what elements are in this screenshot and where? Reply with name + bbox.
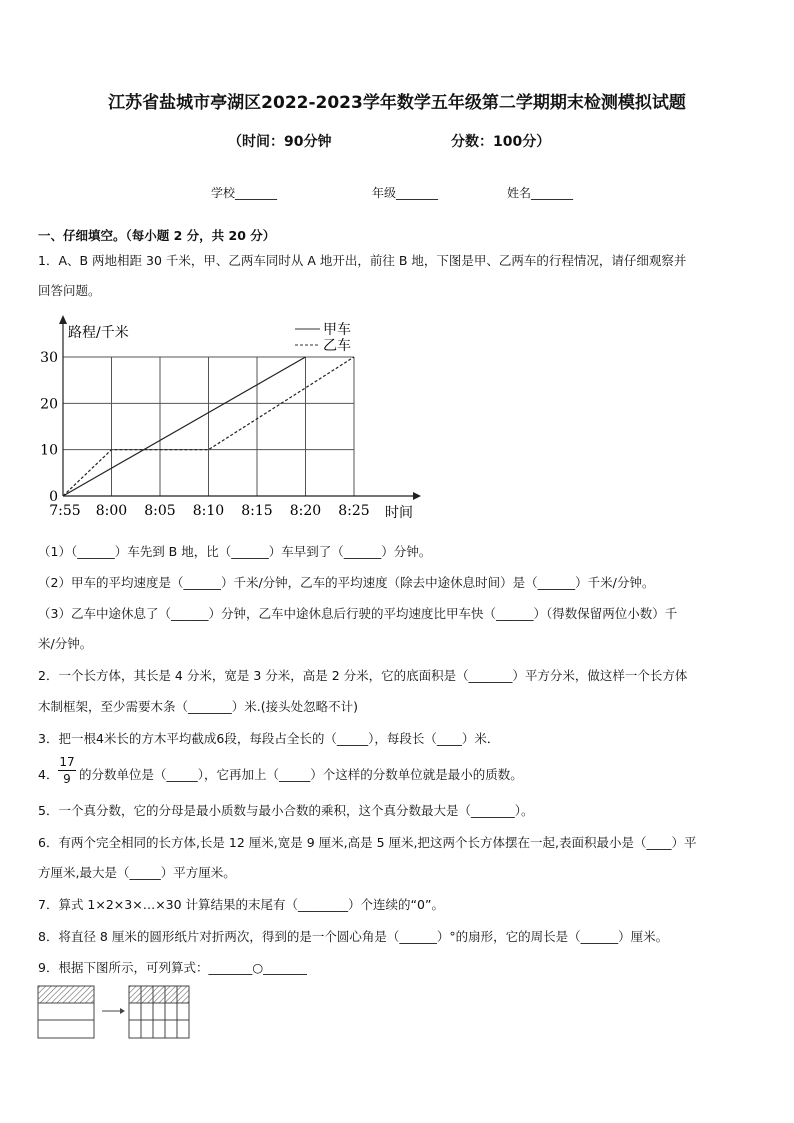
question-9: 9．根据下图所示，可列算式：_______○_______	[38, 960, 307, 975]
left-rectangle	[38, 986, 94, 1038]
y-tick-label-0: 0	[49, 489, 58, 505]
y-tick-label-30: 30	[40, 350, 58, 366]
series-line-0	[63, 357, 306, 496]
question-2-line2: 木制框架，至少需要木条（_______）米.(接头处忽略不计)	[38, 699, 358, 714]
grade-field: 年级_______	[372, 186, 439, 200]
question-1-sub2: （2）甲车的平均速度是（______）千米/分钟，乙车的平均速度（除去中途休息时间）是（______）千米/分钟。	[38, 575, 655, 590]
name-field: 姓名_______	[507, 186, 574, 200]
question-4-text: 的分数单位是（_____），它再加上（_____）个这样的分数单位就是最小的质数。	[79, 767, 523, 782]
question-1-sub3-line2: 米/分钟。	[38, 636, 93, 651]
x-tick-label-2: 8:05	[144, 503, 176, 519]
legend-yi: 乙车	[323, 338, 351, 354]
x-axis-arrow	[413, 492, 421, 500]
question-5: 5．一个真分数，它的分母是最小质数与最小合数的乘积，这个真分数最大是（_______）。	[38, 803, 534, 818]
chart-grid	[63, 357, 354, 496]
section-heading: 一、仔细填空。（每小题 2 分，共 20 分）	[38, 228, 276, 243]
x-tick-label-6: 8:25	[338, 503, 370, 519]
question-1-line2: 回答问题。	[38, 283, 101, 298]
right-rectangle	[129, 986, 189, 1038]
fraction-17-9	[58, 755, 76, 786]
page-title: 江苏省盐城市亭湖区2022-2023学年数学五年级第二学期期末检测模拟试题	[108, 93, 686, 113]
x-axis-label: 时间	[385, 505, 413, 521]
y-axis-label: 路程/千米	[68, 325, 129, 341]
question-3: 3．把一根4米长的方木平均截成6段，每段占全长的（_____），每段长（____）米．	[38, 731, 500, 746]
x-tick-label-4: 8:15	[241, 503, 273, 519]
x-tick-label-0: 7:55	[49, 503, 81, 519]
x-tick-label-1: 8:00	[95, 503, 128, 519]
question-1-sub3-line1: （3）乙车中途休息了（______）分钟，乙车中途休息后行驶的平均速度比甲车快（______）（得数保留两位小数）千	[38, 606, 678, 621]
x-tick-label-5: 8:20	[289, 503, 322, 519]
exam-score: 分数：100分）	[451, 134, 551, 150]
question-1-line1: 1．A、B 两地相距 30 千米，甲、乙两车同时从 A 地开出，前往 B 地，下图是甲、乙两车的行程情况，请仔细观察并	[38, 253, 687, 268]
question-4-number: 4．	[38, 767, 59, 782]
question-6-line2: 方厘米,最大是（_____）平方厘米。	[38, 865, 236, 880]
question-8: 8．将直径 8 厘米的圆形纸片对折两次，得到的是一个圆心角是（______）°的扇形，它的周长是（______）厘米。	[38, 929, 669, 944]
fraction-numerator: 17	[59, 755, 75, 769]
fraction-denominator: 9	[63, 772, 71, 786]
y-tick-label-20: 20	[40, 396, 58, 413]
y-tick-label-10: 10	[40, 442, 58, 459]
school-field: 学校_______	[211, 186, 278, 200]
travel-chart	[28, 312, 428, 524]
exam-time: （时间：90分钟	[228, 134, 332, 150]
x-tick-label-3: 8:10	[192, 503, 225, 519]
arrow-icon	[102, 1008, 125, 1014]
question-2-line1: 2．一个长方体，其长是 4 分米，宽是 3 分米，高是 2 分米，它的底面积是（_______）平方分米，做这样一个长方体	[38, 668, 688, 683]
question-7: 7．算式 1×2×3×…×30 计算结果的末尾有（________）个连续的“0”。	[38, 897, 444, 912]
y-axis-arrow	[59, 315, 67, 324]
legend-jia: 甲车	[323, 322, 351, 338]
chart-axes	[59, 315, 421, 500]
chart-labels	[40, 350, 370, 519]
question-6-line1: 6．有两个完全相同的长方体,长是 12 厘米,宽是 9 厘米,高是 5 厘米,把这两个长方体摆在一起,表面积最小是（____）平	[38, 835, 697, 850]
fraction-bar	[58, 770, 76, 771]
question-1-sub1: （1）（______）车先到 B 地，比（______）车早到了（______）分钟。	[38, 544, 432, 559]
fraction-figure	[36, 984, 196, 1040]
